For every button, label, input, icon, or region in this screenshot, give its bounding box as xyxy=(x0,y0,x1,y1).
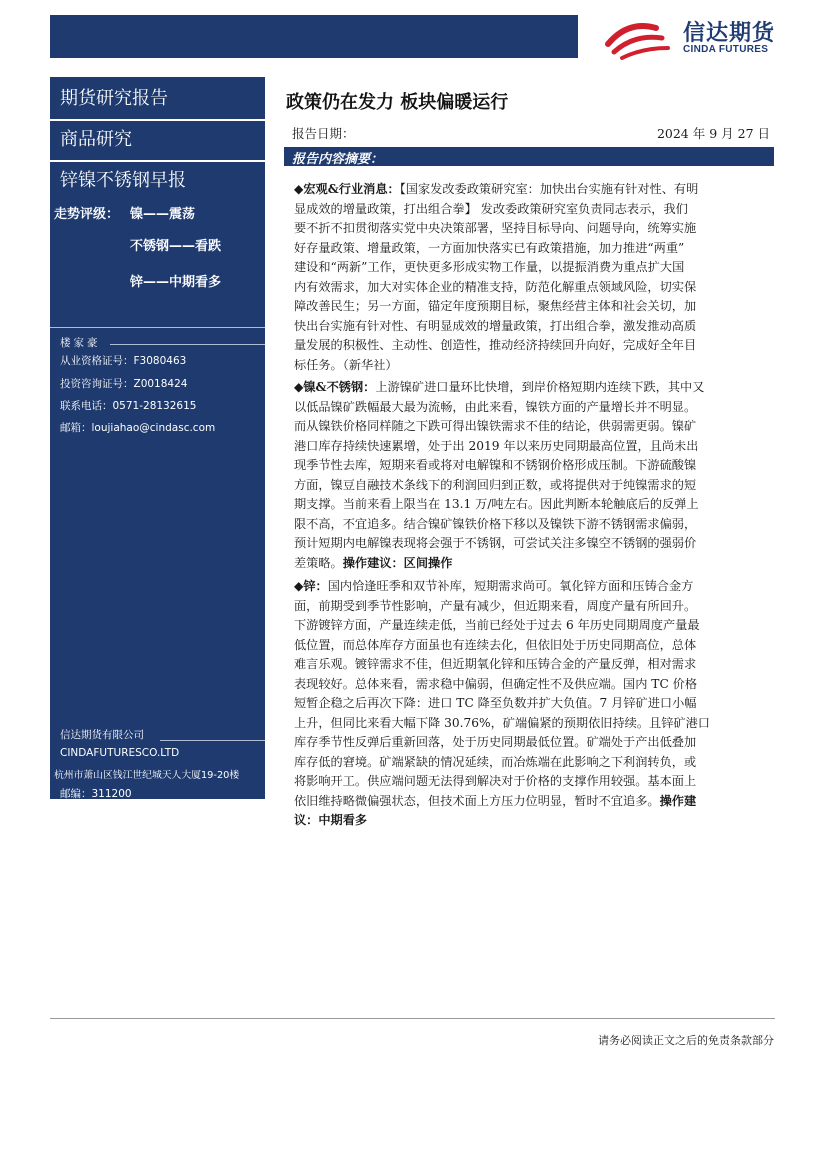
rating-stainless: 不锈钢——看跌 xyxy=(130,239,222,254)
zinc-line: 库存季节性反弹后重新回落，处于历史同期最低位置。矿端处于产出低叠加 xyxy=(294,735,697,749)
zinc-line: 短暂企稳之后再次下降：进口 TC 降至负数并扩大负值。7 月锌矿进口小幅 xyxy=(294,696,697,710)
sidebar-thin-divider xyxy=(160,740,265,741)
zinc-section xyxy=(294,577,772,831)
analyst-phone: 联系电话：0571-28132615 xyxy=(60,400,197,412)
zinc-section-heading: ◆锌： xyxy=(294,579,328,593)
macro-line: 要不折不扣贯彻落实党中央决策部署，坚持目标导向、问题导向，统筹实施 xyxy=(294,221,697,235)
macro-line: 快出台实施有针对性、有明显成效的增量政策，打出组合拳，激发推动高质 xyxy=(294,318,697,333)
nickel-line: 现季节性去库，短期来看或将对电解镍和不锈钢价格形成压制。下游硫酸镍 xyxy=(294,458,697,472)
macro-line: 建设和“两新”工作，更快更多形成实物工作量，以提振消费为重点扩大国 xyxy=(294,260,685,274)
sidebar-thin-divider xyxy=(110,344,265,345)
zinc-line: 面，前期受到季节性影响，产量有减少，但近期来看，周度产量有所回升。 xyxy=(294,598,697,613)
rating-zinc: 锌——中期看多 xyxy=(130,275,222,290)
rating-label: 走势评级： xyxy=(54,207,120,222)
summary-label: 报告内容摘要： xyxy=(292,152,384,167)
nickel-section-heading: ◆镍&不锈钢： xyxy=(294,380,376,394)
category-label: 商品研究 xyxy=(60,129,132,150)
macro-line: 障改善民生；另一方面，锚定年度预期目标，聚焦经营主体和社会关切，加 xyxy=(294,299,697,313)
nickel-line: 差策略。 xyxy=(294,555,343,570)
report-type-label: 期货研究报告 xyxy=(60,88,168,109)
analyst-name: 楼家豪 xyxy=(60,337,101,349)
logo-name-en: CINDA FUTURES xyxy=(683,44,769,55)
page-title: 政策仍在发力 板块偏暖运行 xyxy=(286,92,509,113)
company-name: 信达期货有限公司 xyxy=(60,729,144,741)
nickel-advice: 操作建议：区间操作 xyxy=(342,555,453,570)
macro-line: 量发展的积极性、主动性、创造性，推动经济持续回升向好，完成好全年目 xyxy=(294,338,697,352)
macro-section xyxy=(294,180,772,375)
zinc-line: 难言乐观。镀锌需求不佳，但近期氧化锌和压铸合金的产量反弹，相对需求 xyxy=(294,657,697,671)
nickel-stainless-section xyxy=(294,378,772,573)
rating-nickel: 镍——震荡 xyxy=(130,207,196,222)
macro-line: 标任务。（新华社） xyxy=(294,357,398,372)
nickel-line: 期支撑。当前来看上限当在 13.1 万/吨左右。因此判断本轮触底后的反弹上 xyxy=(294,497,699,511)
zinc-line: 表现较好。总体来看，需求稳中偏弱，但确定性不及供应端。国内 TC 价格 xyxy=(294,676,698,691)
zinc-line: 低位置，而总体库存方面虽也有连续去化，但依旧处于历史同期高位，总体 xyxy=(294,637,697,652)
top-banner xyxy=(50,15,578,58)
zinc-line: 将影响开工。供应端问题无法得到解决对于价格的支撑作用较强。基本面上 xyxy=(294,774,697,788)
zinc-line: 库存低的窘境。矿端紧缺的情况延续，而冶炼端在此影响之下利润转负，或 xyxy=(294,754,697,769)
nickel-line: 上游镍矿进口量环比快增，到岸价格短期内连续下跌，其中又 xyxy=(375,380,705,394)
zinc-line: 国内恰逢旺季和双节补库，短期需求尚可。氧化锌方面和压铸合金方 xyxy=(327,579,694,593)
nickel-line: 预计短期内电解镍表现将会强于不锈钢，可尝试关注多镍空不锈钢的强弱价 xyxy=(294,536,697,550)
nickel-line: 方面，镍豆自融技术条线下的利润回归到正数，或将提供对于纯镍需求的短 xyxy=(294,477,697,492)
report-date-label: 报告日期： xyxy=(292,126,355,141)
sidebar-thin-divider xyxy=(50,327,265,328)
macro-line: 内有效需求，加大对实体企业的精准支持，防范化解重点领域风险，切实保 xyxy=(294,279,697,294)
macro-line: 好存量政策、增量政策，一方面加快落实已有政策措施，加力推进“两重” xyxy=(294,240,685,255)
analyst-qualification: 从业资格证号：F3080463 xyxy=(60,355,187,367)
report-date-value: 2024 年 9 月 27 日 xyxy=(656,126,770,141)
zinc-line: 上升，但同比来看大幅下降 30.76%，矿端偏紧的预期依旧持续。且锌矿港口 xyxy=(294,715,710,730)
analyst-consulting: 投资咨询证号：Z0018424 xyxy=(60,378,188,390)
nickel-line: 限不高，不宜追多。结合镍矿镍铁价格下移以及镍铁下游不锈钢需求偏弱， xyxy=(294,516,697,531)
nickel-line: 以低品镍矿跌幅最大最为流畅，由此来看，镍铁方面的产量增长并不明显。 xyxy=(294,399,697,414)
company-address: 杭州市萧山区钱江世纪城天人大厦19-20楼 xyxy=(54,770,240,781)
company-postcode: 邮编：311200 xyxy=(60,788,132,800)
sidebar xyxy=(50,77,265,799)
cinda-logo xyxy=(604,14,794,62)
cinda-logo-mark-icon xyxy=(604,14,674,62)
footer-divider xyxy=(50,1018,775,1019)
logo-name-cn: 信达期货 xyxy=(683,21,776,46)
report-name-label: 锌镍不锈钢早报 xyxy=(60,170,186,191)
zinc-advice: 议：中期看多 xyxy=(294,813,368,827)
summary-header-bar xyxy=(284,147,774,166)
nickel-line: 而从镍铁价格同样随之下跌可得出镍铁需求不佳的结论，供弱需更弱。镍矿 xyxy=(294,419,697,433)
analyst-email: 邮箱：loujiahao@cindasc.com xyxy=(60,422,216,434)
zinc-line: 下游镀锌方面，产量连续走低，当前已经处于过去 6 年历史同期周度产量最 xyxy=(294,618,700,632)
macro-section-heading: ◆宏观&行业消息： xyxy=(294,182,400,196)
nickel-line: 港口库存持续快速累增，处于出 2019 年以来历史同期最高位置，且尚未出 xyxy=(294,438,699,453)
zinc-line: 依旧维持略微偏强状态，但技术面上方压力位明显，暂时不宜追多。 xyxy=(294,793,660,808)
zinc-advice-label: 操作建 xyxy=(659,793,697,808)
macro-line: 显成效的增量政策，打出组合拳】 发改委政策研究室负责同志表示，我们 xyxy=(294,201,688,216)
company-site: CINDAFUTURESCO.LTD xyxy=(60,747,180,759)
macro-line: 【国家发改委政策研究室：加快出台实施有针对性、有明 xyxy=(399,182,699,196)
disclaimer-note: 请务必阅读正文之后的免责条款部分 xyxy=(598,1034,774,1047)
